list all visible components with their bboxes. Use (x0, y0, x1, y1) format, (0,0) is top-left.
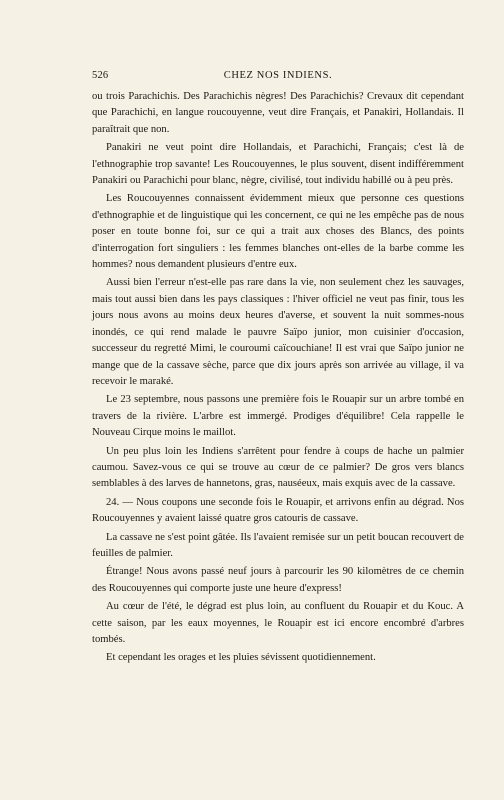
paragraph: Aussi bien l'erreur n'est-elle pas rare dans la vie, non seulement chez les sauvages, mais tout aussi bien dans les pays classiques : l'hiver officiel ne veut pas finir, tous les jours nous avons au moins deux heures d'averse, et souvent la nuit sommes-nous inondés, ce qui rend malade le pauvre Saïpo junior, mon cuisinier d'occasion, successeur du regretté Mimi, le couroumi caïcouchiane! Il est vrai que Saïpo junior ne mange que de la cassave sèche, parce que dix jours après son arrivée au village, il va recevoir le maraké. (92, 277, 464, 387)
paragraph: Les Roucouyennes connaissent évidemment mieux que personne ces questions d'ethnographie et de linguistique qui les concernent, ce qui ne les empêche pas de nous poser en toute bonne foi, sur ce qui a trait aux choses des Blancs, des points d'interrogation fort singuliers : les femmes blanches ont-elles de la barbe comme les hommes? nous demandent plusieurs d'entre eux. (92, 193, 464, 271)
page-body (92, 89, 464, 669)
paragraph: La cassave ne s'est point gâtée. Ils l'avaient remisée sur un petit boucan recouvert de feuilles de palmier. (92, 531, 464, 559)
paragraph: Et cependant les orages et les pluies sévissent quotidiennement. (106, 652, 376, 664)
paragraph: Au cœur de l'été, le dégrad est plus loin, au confluent du Rouapir et du Kouc. A cette saison, par les eaux moyennes, le Rouapir est ici encore encombré d'arbres tombés. (92, 601, 464, 645)
page-number: 526 (92, 70, 109, 81)
paragraph: 24. — Nous coupons une seconde fois le Rouapir, et arrivons enfin au dégrad. Nos Roucouyennes y avaient laissé quatre gros catouris de cassave. (92, 496, 464, 525)
paragraph: Panakiri ne veut point dire Hollandais, et Parachichi, Français; c'est là de l'ethnographie trop savante! Les Roucouyennes, le plus souvent, disent indifféremment Panakiri ou Parachichi pour blanc, nègre, civilisé, tout individu habillé ou à peu près. (92, 142, 464, 187)
running-title: CHEZ NOS INDIENS. (223, 70, 333, 81)
paragraph: Étrange! Nous avons passé neuf jours à parcourir les 90 kilomètres de ce chemin des Roucouyennes qui comporte juste une heure d'express! (92, 566, 464, 594)
paragraph: Un peu plus loin les Indiens s'arrêtent pour fendre à coups de hache un palmier caumou. Savez-vous ce qui se trouve au cœur de ce palmier? De gros vers blancs semblables à des larves de hannetons, gras, nauséeux, mais exquis avec de la cassave. (92, 445, 464, 490)
paragraph: ou trois Parachichis. Des Parachichis nègres! Des Parachichis? Crevaux dit cependant que Parachichi, en langue roucouyenne, veut dire Français, et Panakiri, Hollandais. Il paraîtrait que non. (92, 91, 464, 135)
page-header (92, 70, 464, 86)
paragraph: Le 23 septembre, nous passons une première fois le Rouapir sur un arbre tombé en travers de la rivière. L'arbre est immergé. Prodiges d'équilibre! Cela rappelle le Nouveau Cirque moins le maillot. (92, 394, 464, 439)
